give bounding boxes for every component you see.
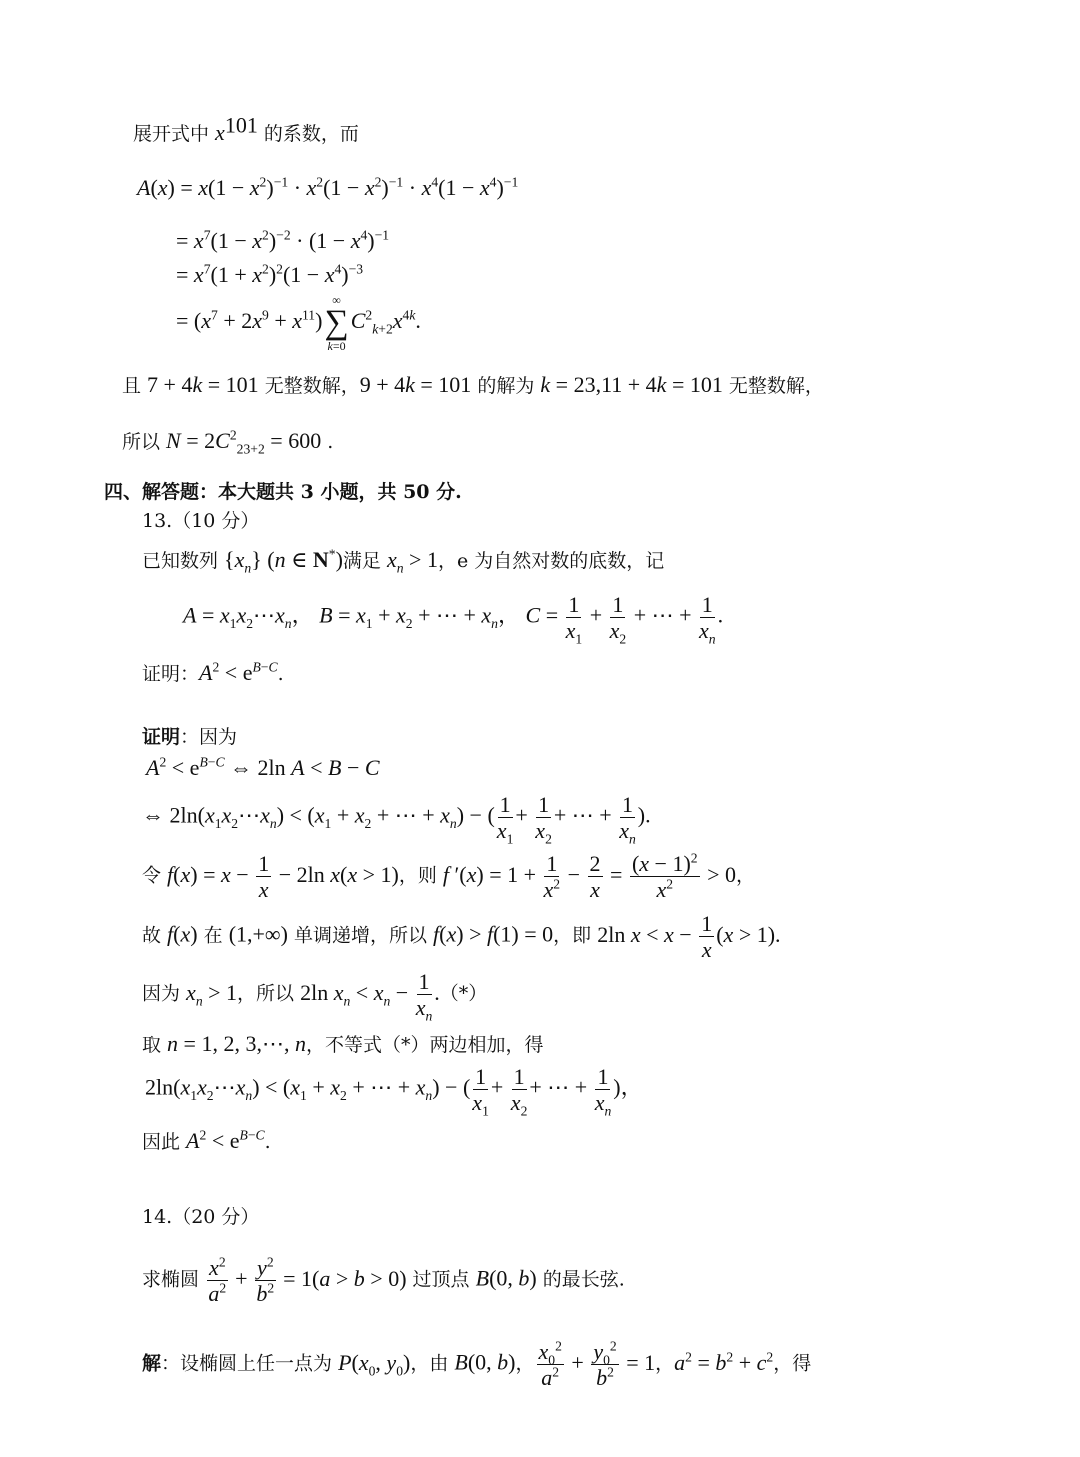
proof-line-7: 取 n = 1, 2, 3,⋯, n，不等式（*）两边相加，得 — [142, 1031, 544, 1056]
proof-line-2: $A^2 < e^{B-C}$ ⇔ 2ln A < B − C — [146, 754, 380, 780]
proof-line-5: 故 f(x) 在 (1,+∞) 单调递增，所以 f(x) > f(1) = 0，即 2ln x < x − $\frac{1}{x}$ (x > 1). — [142, 911, 781, 963]
question-14-solution: 解：设椭圆上任一点为 $P(x_0$, $y_0$)，由 B(0, b)， $\frac{x_0^2}{a^2}$ + $\frac{y_0^2}{b^2}$ = 1，$a^2 = b^2 + c^2$，得 — [142, 1338, 812, 1391]
text-line-6: 且 7 + 4k = 101 无整数解，9 + 4k = 101 的解为 k = 23,11 + 4k = 101 无整数解， — [122, 372, 824, 397]
proof-line-4: 令 f(x) = x − $\frac{1}{x}$ − 2ln x(x > 1)，则 f ′(x) = 1 + $\frac{1}{x^2}$ − $\frac{2}{x}$ = $\frac{(x - 1)^2}{x^2}$ > 0， — [142, 850, 756, 903]
text-line-7: 所以 $N = 2C^2_{23+2} = 600$ . — [122, 427, 334, 457]
question-14-number: 14.（20 分） — [142, 1206, 260, 1228]
question-13-number: 13.（10 分） — [142, 510, 260, 532]
text-line-1 — [133, 112, 359, 146]
line-1: 展开式中 $x^{101}$ 的系数，而 — [133, 112, 359, 145]
question-13-stem: 已知数列 $\{x_n\}$ (n ∈ N*)满足 $x_n > 1$，e 为自然对数的底数，记 — [142, 546, 665, 576]
question-13-definitions: $A = x_1x_2\cdots x_n$， $B = x_1 + x_2$ + ⋯ + $x_n$， C = $\frac{1}{x_1}$ + $\frac{1}{x_2}$ + ⋯ + $\frac{1}{x_n}$ . — [183, 592, 724, 647]
formula-line-5: = $(x^7 + 2x^9 + x^{11})$ ∞ ∑ k=0 $C^2_{k+2}x^{4k}$. — [176, 293, 421, 353]
proof-line-9: 因此 $A^2 < e^{B-C}$. — [142, 1127, 271, 1153]
proof-line-8: $2\ln(x_1x_2\cdots x_n) < (x_1 + x_2$ + ⋯ + $x_n$) − ( $\frac{1}{x_1}$ + $\frac{1}{x_2}$ + ⋯ + $\frac{1}{x_n}$ )， — [145, 1064, 643, 1119]
proof-line-3: ⇔ $2\ln(x_1x_2\cdots x_n) < (x_1 + x_2$ + ⋯ + $x_n$) − ( $\frac{1}{x_1}$ + $\frac{1}{x_2}$ + ⋯ + $\frac{1}{x_n}$ ). — [142, 792, 651, 847]
question-13-goal: 证明：$A^2 < e^{B-C}$. — [142, 659, 284, 685]
formula-line-4: = $x^7(1 + x^2)^2(1 - x^4)^{-3}$ — [176, 261, 364, 287]
section-heading: 四、解答题：本大题共 3 小题，共 50 分. — [104, 481, 462, 503]
formula-line-2: $A(x) = x(1 - x^2)^{-1} \cdot x^2(1 - x^2)^{-1} \cdot x^4(1 - x^4)^{-1}$ — [137, 174, 519, 200]
formula-line-3: = $x^7(1 - x^2)^{-2} \cdot (1 - x^4)^{-1}$ — [176, 227, 390, 253]
proof-line-6: 因为 $x_n > 1$，所以 2ln $x_n < x_n$ − $\frac{1}{x_n}$ .（*） — [142, 969, 488, 1024]
proof-start: 证明：因为 — [142, 726, 238, 748]
question-14-stem: 求椭圆 $\frac{x^2}{a^2}$ + $\frac{y^2}{b^2}$ = 1(a > b > 0) 过顶点 B(0, b) 的最长弦. — [142, 1254, 625, 1307]
